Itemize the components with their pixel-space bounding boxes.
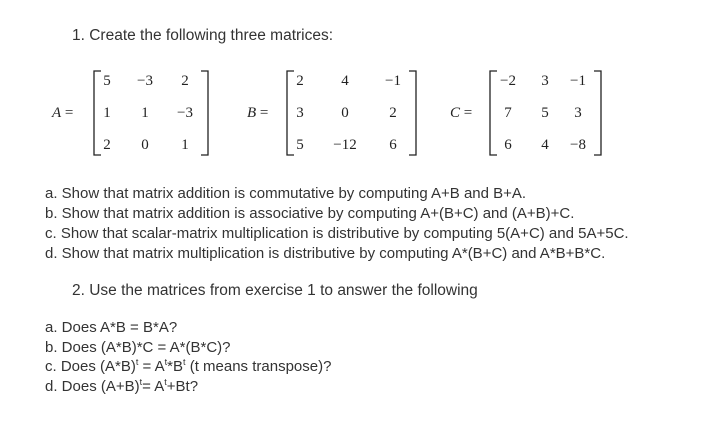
matrix-a-cell: 2: [103, 137, 111, 153]
item-c-text: *B: [167, 358, 184, 375]
exercise-2-item-d: [45, 377, 331, 397]
exercise-2-items: [45, 318, 331, 396]
matrix-c-cell: 5: [541, 105, 549, 121]
exercise-1-title: 1. Create the following three matrices:: [72, 27, 334, 44]
matrix-b-cell: 3: [296, 105, 304, 121]
matrix-b-cell: 6: [389, 137, 397, 153]
transpose-superscript: t: [164, 376, 167, 387]
matrix-c-cell: 3: [541, 73, 549, 89]
exercise-1-item-c: c. Show that scalar-matrix multiplication is distributive by computing 5(A+C) and 5A+5C.: [45, 225, 629, 242]
matrix-b: [245, 66, 425, 162]
exercise-1-item-b: b. Show that matrix addition is associative by computing A+(B+C) and (A+B)+C.: [45, 205, 575, 222]
transpose-superscript: t: [183, 357, 186, 367]
exercise-1-item-d: d. Show that matrix multiplication is distributive by computing A*(B+C) and A*B+B*C.: [45, 245, 606, 262]
exercise-1-item-a: a. Show that matrix addition is commutative by computing A+B and B+A.: [45, 185, 527, 202]
exercise-2-item-a: a. Does A*B = B*A?: [45, 319, 178, 336]
matrix-a-cell: 1: [141, 105, 149, 121]
matrix-b-right-bracket: [408, 70, 418, 156]
exercise-1-items: [45, 184, 629, 264]
item-d-text: +Bt?: [166, 377, 199, 395]
matrix-b-cell: 4: [341, 73, 349, 89]
matrix-c-cell: −8: [570, 137, 586, 153]
matrix-a-right-bracket: [200, 70, 210, 156]
matrix-c-cell: 6: [504, 137, 512, 153]
item-c-text: (t means transpose)?: [185, 358, 332, 375]
matrix-c-label: C =: [450, 105, 473, 121]
matrix-c: [448, 66, 618, 162]
matrix-a: [50, 66, 220, 162]
matrix-a-cell: 2: [181, 73, 189, 89]
matrix-c-right-bracket: [593, 70, 603, 156]
transpose-superscript: t: [139, 376, 143, 387]
matrix-c-cell: −2: [500, 73, 516, 89]
matrix-b-cell: −1: [385, 73, 401, 89]
item-c-text: = A: [138, 358, 165, 375]
transpose-superscript: t: [164, 357, 168, 367]
transpose-superscript: t: [135, 357, 139, 367]
matrix-b-cell: 2: [389, 105, 397, 121]
matrix-a-cell: −3: [137, 73, 153, 89]
matrix-c-cell: 4: [541, 137, 549, 153]
matrix-a-cell: 5: [103, 73, 111, 89]
matrix-c-cell: 7: [504, 105, 512, 121]
matrix-c-cell: −1: [570, 73, 586, 89]
matrix-b-label: B =: [247, 105, 269, 121]
matrix-b-cell: 5: [296, 137, 304, 153]
matrix-a-cell: −3: [177, 105, 193, 121]
item-c-text: c. Does (A*B): [45, 358, 136, 375]
item-d-text: d. Does (A+B): [45, 377, 140, 395]
exercise-2-item-c: [45, 357, 331, 377]
exercise-2-title: 2. Use the matrices from exercise 1 to answer the following: [72, 282, 478, 299]
matrix-a-cell: 0: [141, 137, 149, 153]
matrix-a-cell: 1: [103, 105, 111, 121]
exercise-2-item-b: b. Does (A*B)*C = A*(B*C)?: [45, 338, 231, 356]
matrix-a-label: A =: [52, 105, 74, 121]
matrix-c-cell: 3: [574, 105, 582, 121]
matrix-b-cell: 2: [296, 73, 304, 89]
matrix-a-cell: 1: [181, 137, 189, 153]
matrix-b-cell: 0: [341, 105, 349, 121]
item-d-text: = A: [142, 377, 165, 395]
matrix-b-cell: −12: [333, 137, 357, 153]
